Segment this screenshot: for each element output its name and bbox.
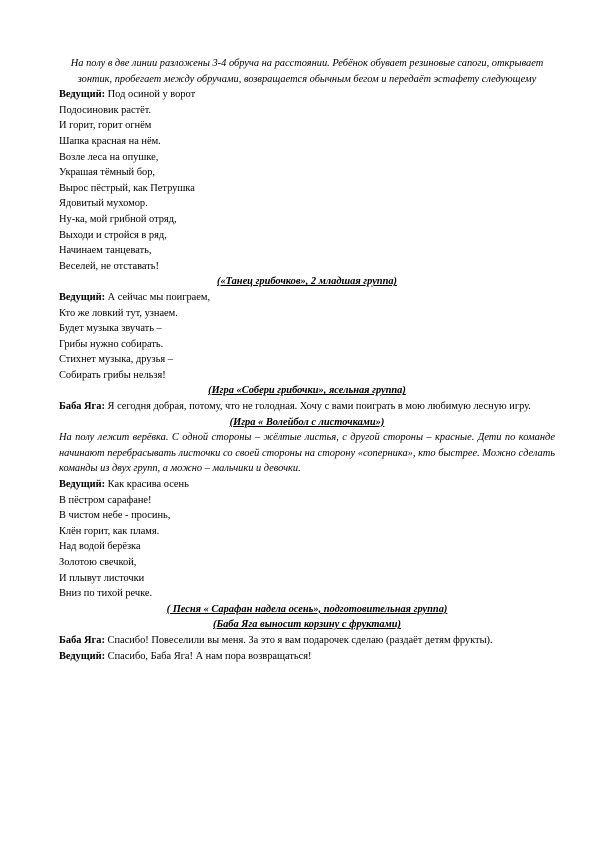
heading-text: (Игра « Волейбол с листочками») <box>229 416 385 428</box>
heading-text: (Игра «Собери грибочки», ясельная группа) <box>208 385 406 397</box>
verse-line: Грибы нужно собирать. <box>59 338 164 350</box>
speaker-label: Ведущий: <box>59 650 106 662</box>
verse-line: Подосиновик растёт. <box>59 104 152 116</box>
section-heading <box>59 274 555 290</box>
verse-line: Вырос пёстрый, как Петрушка <box>59 182 195 194</box>
verse-line: Шапка красная на нём. <box>59 135 161 147</box>
intro-paragraph: На полу в две линии разложены 3-4 обруча на расстоянии. Ребёнок обувает резиновые сапоги, открывает зонтик, пробегает между обручами, возвращается обычным бегом и передаёт эстафету следующему <box>70 58 544 85</box>
verse-line: Будет музыка звучать – <box>59 323 162 335</box>
speech-text: Я сегодня добрая, потому, что не голодная. Хочу с вами поиграть в мою любимую лесную игру. <box>104 401 531 413</box>
verse-line: Клён горит, как пламя. <box>59 525 160 537</box>
verse3-first-line <box>59 477 555 493</box>
heading-text: ( Песня « Сарафан надела осень», подготовительная группа) <box>166 603 448 615</box>
baba-yaga-speech <box>59 399 555 415</box>
final-line <box>59 649 555 665</box>
verse-line: Стихнет музыка, друзья – <box>59 354 173 366</box>
section-heading <box>59 602 555 618</box>
verse-line: Ядовитый мухомор. <box>59 198 148 210</box>
verse-line: Как красива осень <box>105 479 189 491</box>
verse-line: Ну-ка, мой грибной отряд, <box>59 213 177 225</box>
verse-line: Кто же ловкий тут, узнаем. <box>59 307 178 319</box>
verse-line: Выходи и стройся в ряд, <box>59 229 167 241</box>
verse-line: И горит, горит огнём <box>59 120 152 132</box>
verse-line: А сейчас мы поиграем, <box>105 291 211 303</box>
game-description: На полу лежит верёвка. С одной стороны – жёлтые листья, с другой стороны – красные. Дети по команде начинают перебрасывать листочки со своей стороны на сторону «соперника», кто быстрее. Можно сделать команды из двух групп, а можно – мальчики и девочки. <box>59 432 555 475</box>
verse-line: Украшая тёмный бор, <box>59 167 155 179</box>
speech-text: Спасибо, Баба Яга! А нам пора возвращаться! <box>105 650 312 662</box>
stage-direction <box>59 617 555 633</box>
verse-line: В пёстром сарафане! <box>59 494 152 506</box>
speaker-label: Ведущий: <box>59 479 106 491</box>
speaker-label: Баба Яга: <box>59 634 105 646</box>
speaker-label: Баба Яга: <box>59 401 105 413</box>
verse-line: Веселей, не отставать! <box>59 260 159 272</box>
verse-line: Под осиной у ворот <box>105 89 196 101</box>
document-page <box>59 56 555 664</box>
verse-line: Над водой берёзка <box>59 541 141 553</box>
section-heading <box>59 383 555 399</box>
verse-line: Начинаем танцевать, <box>59 245 152 257</box>
heading-text: (Баба Яга выносит корзину с фруктами) <box>213 619 401 631</box>
verse2-first-line <box>59 290 555 306</box>
verse-line: Возле леса на опушке, <box>59 151 159 163</box>
verse-line: В чистом небе - просинь, <box>59 510 171 522</box>
verse1-first-line <box>59 87 555 103</box>
baba-yaga-speech <box>59 633 555 649</box>
speaker-label: Ведущий: <box>59 291 106 303</box>
verse-line: Собирать грибы нельзя! <box>59 369 166 381</box>
speech-text: Спасибо! Повеселили вы меня. За это я вам подарочек сделаю (раздаёт детям фрукты). <box>104 634 493 646</box>
verse-line: Золотою свечкой, <box>59 557 137 568</box>
speaker-label: Ведущий: <box>59 89 106 101</box>
section-heading <box>59 415 555 431</box>
verse-line: Вниз по тихой речке. <box>59 588 153 600</box>
verse-line: И плывут листочки <box>59 572 145 584</box>
heading-text: («Танец грибочков», 2 младшая группа) <box>216 276 398 288</box>
